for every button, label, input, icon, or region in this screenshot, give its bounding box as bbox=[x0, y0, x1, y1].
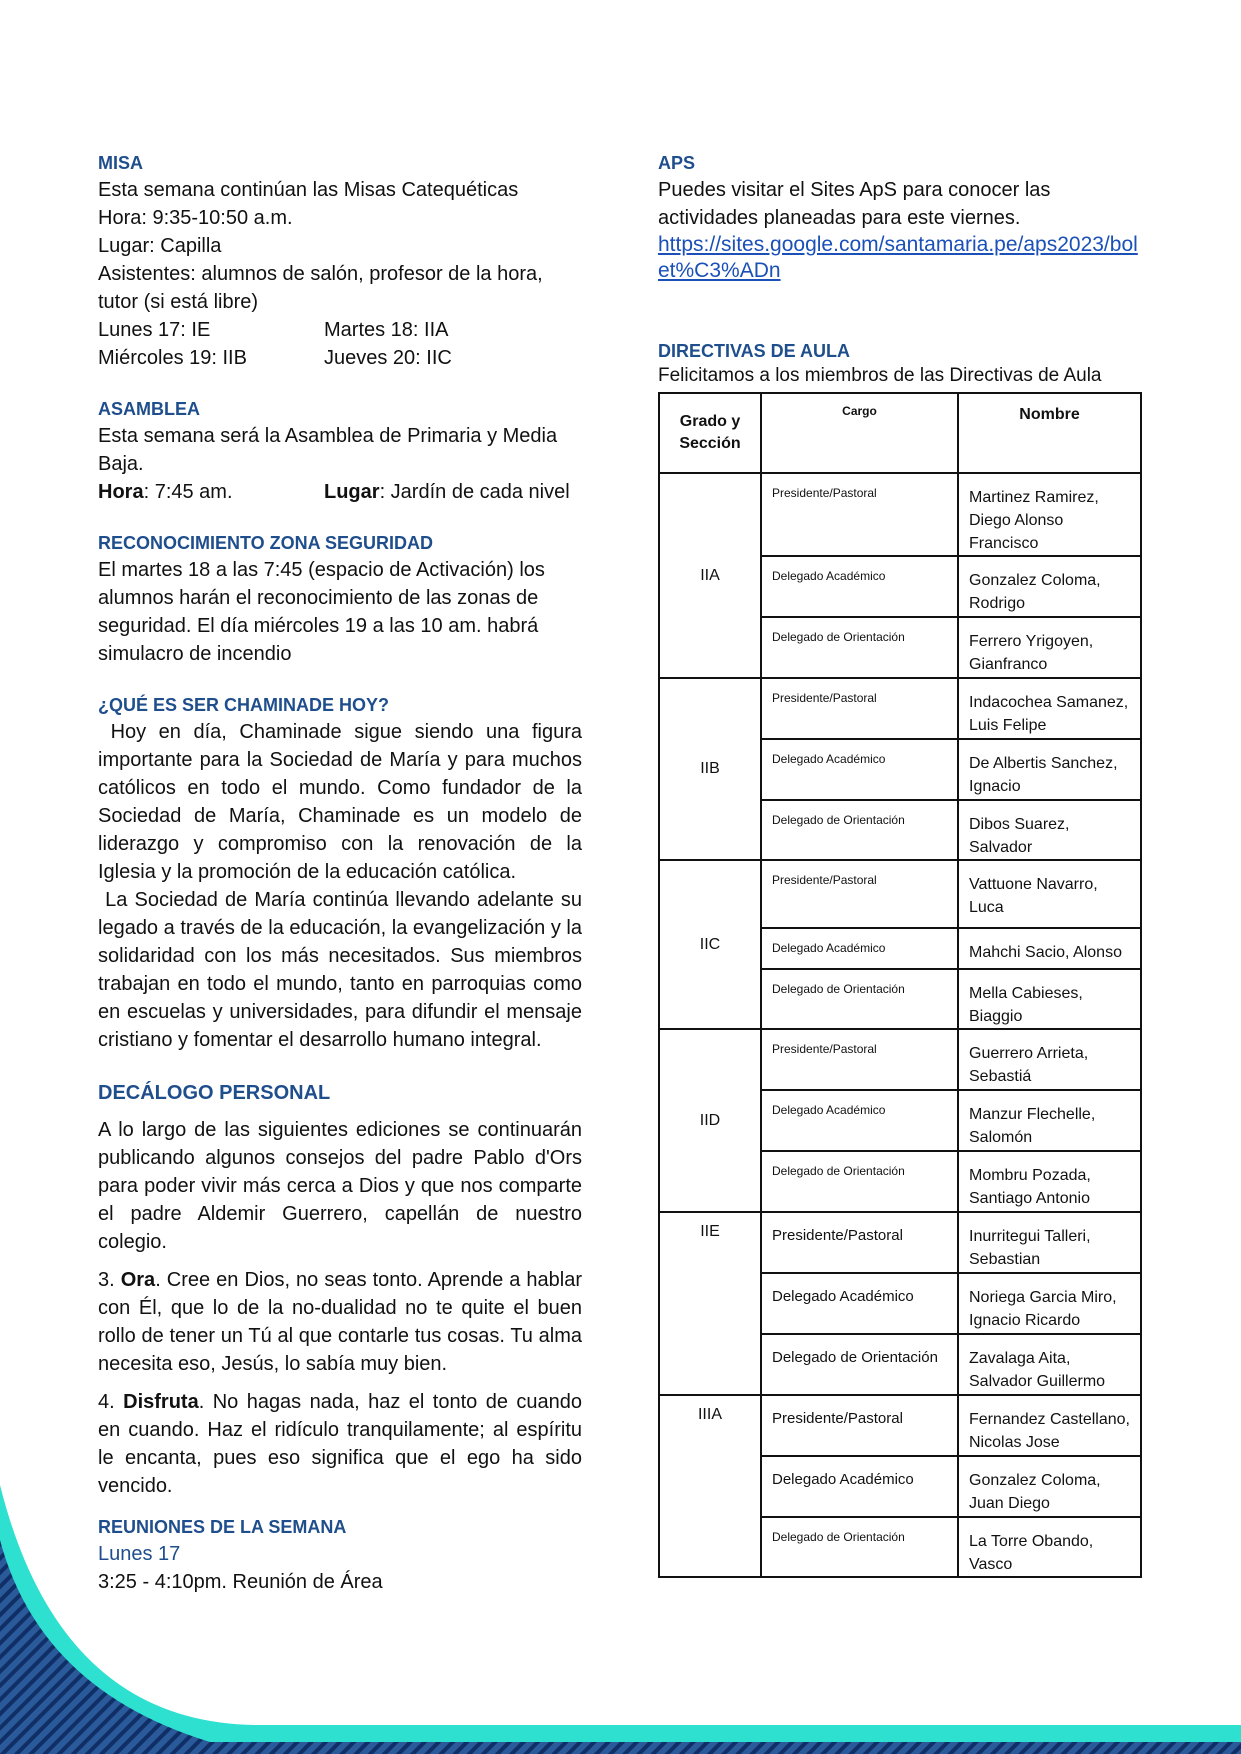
reuniones-title: REUNIONES DE LA SEMANA bbox=[98, 1517, 347, 1537]
directivas-table bbox=[658, 392, 1142, 1578]
misa-schedule-item: Miércoles 19: IIB bbox=[98, 347, 247, 369]
table-row bbox=[659, 1029, 1141, 1090]
cargo-cell: Presidente/Pastoral bbox=[761, 860, 958, 928]
aps-title: APS bbox=[658, 153, 696, 173]
nombre-cell: Indacochea Samanez, Luis Felipe bbox=[958, 678, 1141, 739]
table-header-row bbox=[659, 393, 1141, 473]
decalogo-item-3: 3. Ora. Cree en Dios, no seas tonto. Aprende a hablar con Él, que lo de la no-dualidad no te quite el buen rollo de tener un Tú al que contarle tus cosas. Tu alma necesita eso, Jesús, lo sabía muy bien. bbox=[98, 1269, 582, 1375]
cargo-cell: Delegado de Orientación bbox=[761, 1517, 958, 1577]
header-nombre: Nombre bbox=[958, 393, 1141, 473]
decalogo-title: DECÁLOGO PERSONAL bbox=[98, 1082, 331, 1104]
chaminade-title: ¿QUÉ ES SER CHAMINADE HOY? bbox=[98, 695, 390, 715]
nombre-cell: Manzur Flechelle, Salomón bbox=[958, 1090, 1141, 1151]
grado-cell: IIE bbox=[659, 1212, 761, 1395]
asamblea-title: ASAMBLEA bbox=[98, 399, 200, 419]
nombre-cell: Zavalaga Aita, Salvador Guillermo bbox=[958, 1334, 1141, 1395]
table-row bbox=[659, 473, 1141, 556]
table-row bbox=[659, 1395, 1141, 1456]
misa-schedule-item: Lunes 17: IE bbox=[98, 319, 211, 341]
nombre-cell: Mahchi Sacio, Alonso bbox=[958, 928, 1141, 969]
grado-cell: IIC bbox=[659, 860, 761, 1029]
cargo-cell: Presidente/Pastoral bbox=[761, 1212, 958, 1273]
misa-schedule-item: Martes 18: IIA bbox=[324, 319, 449, 341]
cargo-cell: Delegado Académico bbox=[761, 556, 958, 617]
cargo-cell: Presidente/Pastoral bbox=[761, 473, 958, 556]
grado-cell: IIIA bbox=[659, 1395, 761, 1577]
nombre-cell: Dibos Suarez, Salvador bbox=[958, 800, 1141, 860]
left-column bbox=[98, 150, 588, 1596]
table-row bbox=[659, 860, 1141, 928]
misa-line2: Hora: 9:35-10:50 a.m. bbox=[98, 207, 293, 229]
nombre-cell: Ferrero Yrigoyen, Gianfranco bbox=[958, 617, 1141, 678]
cargo-cell: Delegado Académico bbox=[761, 739, 958, 800]
cargo-cell: Delegado de Orientación bbox=[761, 1334, 958, 1395]
cargo-cell: Delegado Académico bbox=[761, 928, 958, 969]
chaminade-p1: Hoy en día, Chaminade sigue siendo una figura importante para la Sociedad de María y para muchos católicos en todo el mundo. Como fundador de la Sociedad de María, Chaminade es un modelo de liderazgo y compromiso con la renovación de la Iglesia y la promoción de la educación católica. bbox=[98, 721, 588, 883]
table-row bbox=[659, 1212, 1141, 1273]
header-cargo: Cargo bbox=[761, 393, 958, 473]
misa-line1: Esta semana continúan las Misas Catequéticas bbox=[98, 179, 519, 201]
table-row bbox=[659, 678, 1141, 739]
reconocimiento-title: RECONOCIMIENTO ZONA SEGURIDAD bbox=[98, 533, 434, 553]
cargo-cell: Delegado de Orientación bbox=[761, 617, 958, 678]
cargo-cell: Delegado Académico bbox=[761, 1090, 958, 1151]
misa-schedule-row bbox=[98, 344, 582, 372]
directivas-title: DIRECTIVAS DE AULA bbox=[658, 341, 851, 361]
grado-cell: IIB bbox=[659, 678, 761, 860]
misa-line4: Asistentes: alumnos de salón, profesor de la hora, tutor (si está libre) bbox=[98, 263, 543, 313]
cargo-cell: Delegado Académico bbox=[761, 1273, 958, 1334]
aps-link[interactable]: https://sites.google.com/santamaria.pe/aps2023/bolet%C3%ADn bbox=[658, 233, 1138, 282]
misa-schedule-row bbox=[98, 316, 582, 344]
nombre-cell: La Torre Obando, Vasco bbox=[958, 1517, 1141, 1577]
right-column bbox=[658, 150, 1144, 1578]
reuniones-item: 3:25 - 4:10pm. Reunión de Área bbox=[98, 1571, 383, 1593]
asamblea-hora: Hora: 7:45 am. bbox=[98, 481, 233, 503]
asamblea-lugar: Lugar: Jardín de cada nivel bbox=[324, 481, 570, 503]
reuniones-day: Lunes 17 bbox=[98, 1543, 181, 1565]
aps-text: Puedes visitar el Sites ApS para conocer las actividades planeadas para este viernes. bbox=[658, 179, 1051, 229]
chaminade-p2: La Sociedad de María continúa llevando adelante su legado a través de la educación, la evangelización y la solidaridad con los más necesitados. Sus miembros trabajan en todo el mundo, tanto en parroquias como en escuelas y universidades, para difundir el mensaje cristiano y fomentar el desarrollo humano integral. bbox=[98, 889, 588, 1051]
decalogo-item-4: 4. Disfruta. No hagas nada, haz el tonto de cuando en cuando. Haz el ridículo tranquilamente; al espíritu le encanta, pues eso significa que el ego ha sido vencido. bbox=[98, 1391, 582, 1497]
nombre-cell: Vattuone Navarro, Luca bbox=[958, 860, 1141, 928]
reconocimiento-text: El martes 18 a las 7:45 (espacio de Activación) los alumnos harán el reconocimiento de las zonas de seguridad. El día miércoles 19 a las 10 am. habrá simulacro de incendio bbox=[98, 559, 545, 665]
decalogo-intro: A lo largo de las siguientes ediciones se continuarán publicando algunos consejos del padre Pablo d'Ors para poder vivir más cerca a Dios y que nos comparte el padre Aldemir Guerrero, capellán de nuestro colegio. bbox=[98, 1119, 582, 1253]
grado-cell: IIA bbox=[659, 473, 761, 678]
misa-title: MISA bbox=[98, 153, 143, 173]
cargo-cell: Presidente/Pastoral bbox=[761, 1029, 958, 1090]
nombre-cell: Martinez Ramirez, Diego Alonso Francisco bbox=[958, 473, 1141, 556]
asamblea-details bbox=[98, 478, 582, 506]
nombre-cell: Mella Cabieses, Biaggio bbox=[958, 969, 1141, 1029]
cargo-cell: Delegado de Orientación bbox=[761, 1151, 958, 1212]
grado-cell: IID bbox=[659, 1029, 761, 1212]
nombre-cell: Gonzalez Coloma, Juan Diego bbox=[958, 1456, 1141, 1517]
cargo-cell: Delegado de Orientación bbox=[761, 800, 958, 860]
nombre-cell: Gonzalez Coloma, Rodrigo bbox=[958, 556, 1141, 617]
cargo-cell: Presidente/Pastoral bbox=[761, 1395, 958, 1456]
nombre-cell: Inurritegui Talleri, Sebastian bbox=[958, 1212, 1141, 1273]
misa-line3: Lugar: Capilla bbox=[98, 235, 222, 257]
nombre-cell: Mombru Pozada, Santiago Antonio bbox=[958, 1151, 1141, 1212]
cargo-cell: Presidente/Pastoral bbox=[761, 678, 958, 739]
nombre-cell: Fernandez Castellano, Nicolas Jose bbox=[958, 1395, 1141, 1456]
directivas-body bbox=[659, 473, 1141, 1577]
header-grado: Grado y Sección bbox=[659, 393, 761, 473]
nombre-cell: Noriega Garcia Miro, Ignacio Ricardo bbox=[958, 1273, 1141, 1334]
cargo-cell: Delegado de Orientación bbox=[761, 969, 958, 1029]
nombre-cell: De Albertis Sanchez, Ignacio bbox=[958, 739, 1141, 800]
directivas-intro: Felicitamos a los miembros de las Directivas de Aula bbox=[658, 365, 1102, 386]
misa-schedule-item: Jueves 20: IIC bbox=[324, 347, 452, 369]
cargo-cell: Delegado Académico bbox=[761, 1456, 958, 1517]
asamblea-text: Esta semana será la Asamblea de Primaria y Media Baja. bbox=[98, 425, 558, 475]
nombre-cell: Guerrero Arrieta, Sebastiá bbox=[958, 1029, 1141, 1090]
